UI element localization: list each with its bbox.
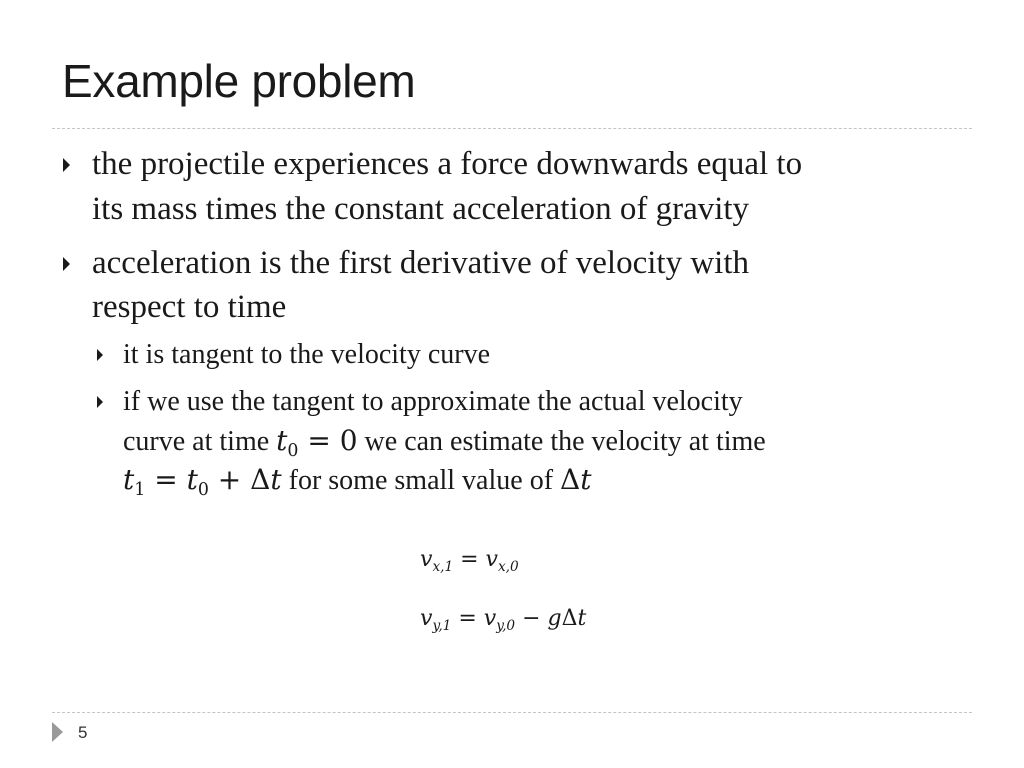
bullet-2-line-2: respect to time bbox=[92, 289, 287, 325]
sub-bullet-2-line-2 bbox=[123, 424, 766, 462]
sub-bullet-2-line-1: if we use the tangent to approximate the actual velocity bbox=[123, 386, 743, 417]
sub-bullet-1-arrow-icon bbox=[97, 349, 103, 361]
bullet-1-line-1: the projectile experiences a force downwards equal to bbox=[92, 146, 803, 182]
equation-vy: $v_{y,1} = v_{y,0} - g\Delta t$ bbox=[420, 606, 587, 634]
sub-bullet-2-line-3 bbox=[123, 463, 592, 501]
math-t1-equals-t0-plus-dt: $t_1 = t_0 + \Delta t$ bbox=[123, 463, 282, 501]
slide-title: Example problem bbox=[62, 55, 416, 107]
page-number: 5 bbox=[78, 723, 88, 742]
math-t0-equals-0: $t_0 = 0$ bbox=[276, 424, 358, 462]
footer-arrow-icon bbox=[52, 722, 63, 742]
sub-bullet-2-arrow-icon bbox=[97, 396, 103, 408]
sub-bullet-1-line-1: it is tangent to the velocity curve bbox=[123, 339, 491, 370]
sub-bullet-2-line-2-mid: we can estimate the velocity at time bbox=[357, 426, 766, 457]
math-delta-t: Δt bbox=[560, 463, 592, 496]
sub-bullet-2-line-3-post: for some small value of bbox=[281, 465, 561, 496]
equation-vx: $v_{x,1} = v_{x,0}$ bbox=[420, 547, 519, 575]
footer-divider bbox=[52, 712, 972, 713]
title-divider bbox=[52, 128, 972, 129]
bullet-2-arrow-icon bbox=[63, 257, 70, 271]
bullet-1-arrow-icon bbox=[63, 158, 70, 172]
sub-bullet-2-line-2-pre: curve at time bbox=[123, 426, 277, 457]
bullet-1-line-2: its mass times the constant acceleration of gravity bbox=[92, 191, 750, 227]
bullet-2-line-1: acceleration is the first derivative of velocity with bbox=[92, 245, 750, 281]
